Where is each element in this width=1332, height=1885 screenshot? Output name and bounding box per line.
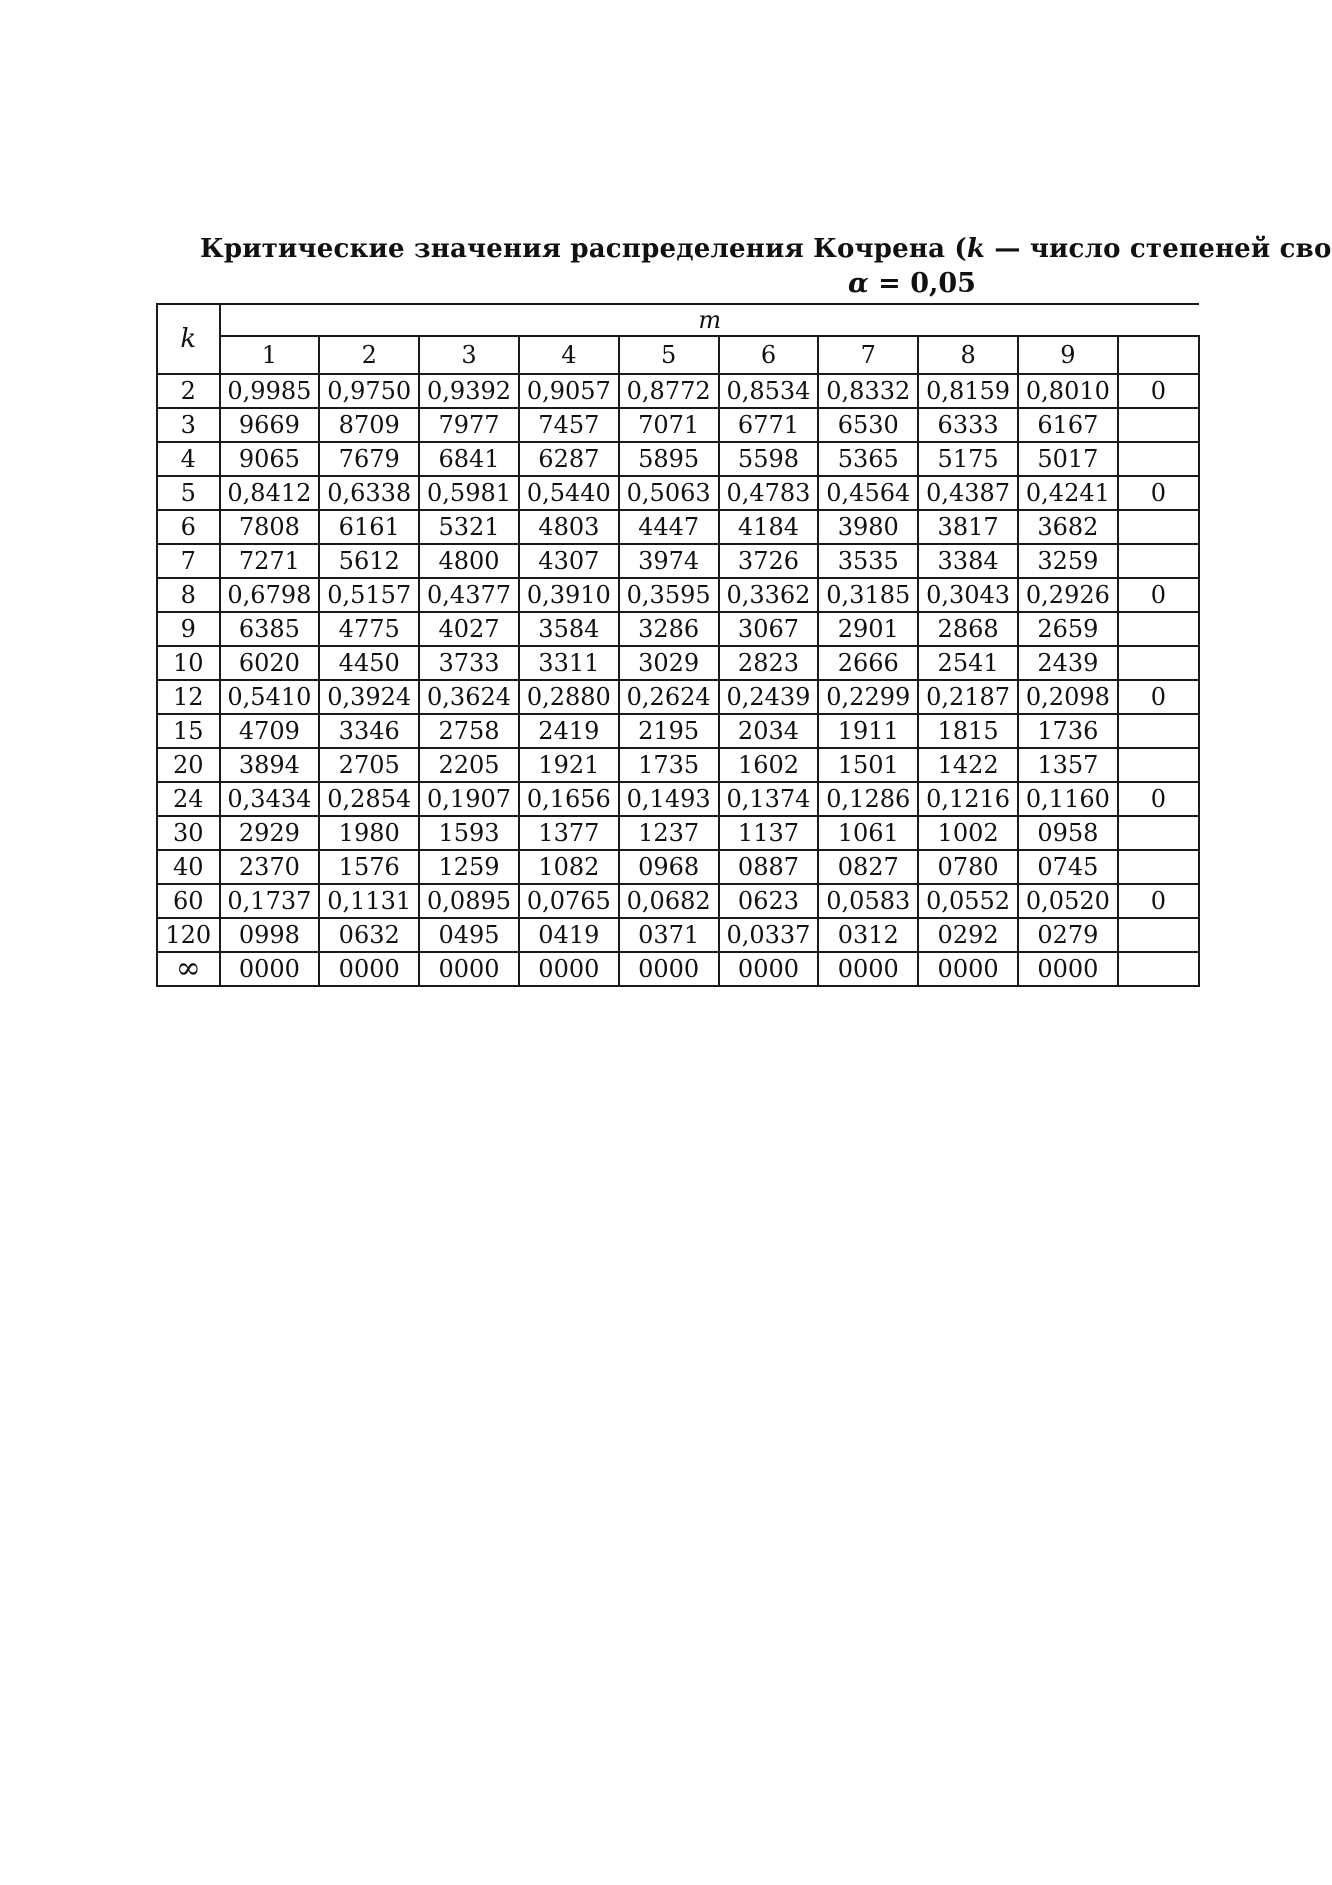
table-cell: 0,1907: [419, 782, 519, 816]
table-cell: 1501: [818, 748, 918, 782]
table-row: [157, 646, 1199, 680]
table-title-k: k: [966, 234, 986, 264]
row-label-k: 12: [157, 680, 220, 714]
table-cell: 0,5410: [220, 680, 320, 714]
table-row: [157, 612, 1199, 646]
table-cell: 0000: [220, 952, 320, 986]
table-row: [157, 748, 1199, 782]
table-cell: 5175: [918, 442, 1018, 476]
table-cell: 0,1493: [619, 782, 719, 816]
table-row: [157, 680, 1199, 714]
table-cell: 2541: [918, 646, 1018, 680]
table-cell: 6161: [319, 510, 419, 544]
table-row: [157, 442, 1199, 476]
table-cell: 0,3910: [519, 578, 619, 612]
table-cell: 0,4783: [719, 476, 819, 510]
table-cell: 0,2926: [1018, 578, 1118, 612]
row-label-k: 2: [157, 374, 220, 408]
table-cell: 0,2624: [619, 680, 719, 714]
table-cell: 3259: [1018, 544, 1118, 578]
table-cell: 0,1656: [519, 782, 619, 816]
table-cell: 0,4564: [818, 476, 918, 510]
table-cell: 3817: [918, 510, 1018, 544]
column-header: 5: [619, 336, 719, 374]
table-cell: 0,2187: [918, 680, 1018, 714]
table-cell: 6333: [918, 408, 1018, 442]
table-cell: 2823: [719, 646, 819, 680]
table-cell: [1118, 918, 1199, 952]
table-cell: 0,9750: [319, 374, 419, 408]
table-cell: 5017: [1018, 442, 1118, 476]
column-header: [1118, 336, 1199, 374]
table-cell: 1576: [319, 850, 419, 884]
table-row: [157, 952, 1199, 986]
column-header: 2: [319, 336, 419, 374]
table-cell: 0,2439: [719, 680, 819, 714]
table-cell: 0: [1118, 578, 1199, 612]
table-cell: 4709: [220, 714, 320, 748]
table-cell: 2705: [319, 748, 419, 782]
table-cell: 1735: [619, 748, 719, 782]
table-cell: [1118, 850, 1199, 884]
table-cell: 0292: [918, 918, 1018, 952]
table-cell: [1118, 952, 1199, 986]
table-cell: 6287: [519, 442, 619, 476]
row-label-k: 3: [157, 408, 220, 442]
table-cell: 0000: [619, 952, 719, 986]
table-cell: 1259: [419, 850, 519, 884]
table-cell: 4184: [719, 510, 819, 544]
table-row: [157, 884, 1199, 918]
table-row: [157, 816, 1199, 850]
row-label-k: 4: [157, 442, 220, 476]
row-label-k: 24: [157, 782, 220, 816]
table-cell: 0,1216: [918, 782, 1018, 816]
table-cell: 3311: [519, 646, 619, 680]
table-cell: 3067: [719, 612, 819, 646]
row-label-k: 7: [157, 544, 220, 578]
table-cell: 0000: [818, 952, 918, 986]
table-row: [157, 544, 1199, 578]
table-cell: 0,9057: [519, 374, 619, 408]
column-header: 1: [220, 336, 320, 374]
column-header: 9: [1018, 336, 1118, 374]
table-cell: 0958: [1018, 816, 1118, 850]
table-cell: [1118, 816, 1199, 850]
table-cell: 0,0765: [519, 884, 619, 918]
table-cell: 3535: [818, 544, 918, 578]
header-row-group: [157, 304, 1199, 336]
table-cell: 1237: [619, 816, 719, 850]
table-cell: 0,6798: [220, 578, 320, 612]
column-header: 6: [719, 336, 819, 374]
table-cell: 0,4387: [918, 476, 1018, 510]
table-cell: [1118, 408, 1199, 442]
row-label-k: 40: [157, 850, 220, 884]
table-cell: 0371: [619, 918, 719, 952]
table-cell: 0419: [519, 918, 619, 952]
table-cell: [1118, 544, 1199, 578]
table-cell: 0,1160: [1018, 782, 1118, 816]
table-cell: 0,0895: [419, 884, 519, 918]
table-cell: 2034: [719, 714, 819, 748]
table-cell: [1118, 748, 1199, 782]
table-cell: 0780: [918, 850, 1018, 884]
row-header-k: k: [157, 304, 220, 374]
table-cell: 1002: [918, 816, 1018, 850]
table-cell: 1736: [1018, 714, 1118, 748]
table-title-suffix: — число степеней сво: [985, 234, 1332, 264]
table-cell: 0000: [719, 952, 819, 986]
table-cell: 0745: [1018, 850, 1118, 884]
table-cell: 0,1737: [220, 884, 320, 918]
table-cell: 2370: [220, 850, 320, 884]
table-row: [157, 850, 1199, 884]
table-cell: 4307: [519, 544, 619, 578]
table-cell: 0,2854: [319, 782, 419, 816]
table-cell: 4803: [519, 510, 619, 544]
table-cell: 6841: [419, 442, 519, 476]
table-cell: 2205: [419, 748, 519, 782]
table-cell: 0,5981: [419, 476, 519, 510]
table-cell: 1061: [818, 816, 918, 850]
table-cell: 1357: [1018, 748, 1118, 782]
table-cell: 0: [1118, 884, 1199, 918]
row-label-k: 9: [157, 612, 220, 646]
table-cell: 0: [1118, 782, 1199, 816]
table-row: [157, 578, 1199, 612]
table-cell: 0495: [419, 918, 519, 952]
table-cell: 8709: [319, 408, 419, 442]
table-cell: 2195: [619, 714, 719, 748]
table-cell: 1980: [319, 816, 419, 850]
table-cell: 0: [1118, 476, 1199, 510]
table-cell: 0968: [619, 850, 719, 884]
table-cell: 2659: [1018, 612, 1118, 646]
table-cell: 2666: [818, 646, 918, 680]
column-header: 8: [918, 336, 1018, 374]
column-header: 3: [419, 336, 519, 374]
table-cell: 0,3362: [719, 578, 819, 612]
table-cell: 7679: [319, 442, 419, 476]
table-cell: 3682: [1018, 510, 1118, 544]
table-cell: 5321: [419, 510, 519, 544]
table-cell: [1118, 510, 1199, 544]
table-cell: 6771: [719, 408, 819, 442]
table-cell: 4450: [319, 646, 419, 680]
table-cell: 1602: [719, 748, 819, 782]
table-cell: 0,2880: [519, 680, 619, 714]
table-cell: 0,8332: [818, 374, 918, 408]
table-cell: 0279: [1018, 918, 1118, 952]
table-cell: 7808: [220, 510, 320, 544]
table-cell: 3346: [319, 714, 419, 748]
table-cell: 7457: [519, 408, 619, 442]
column-group-header-m: m: [220, 304, 1200, 336]
table-cell: 7071: [619, 408, 719, 442]
table-cell: 0,4241: [1018, 476, 1118, 510]
table-cell: 3584: [519, 612, 619, 646]
table-cell: 0,3924: [319, 680, 419, 714]
table-cell: 6385: [220, 612, 320, 646]
table-cell: 0,3434: [220, 782, 320, 816]
table-cell: 6530: [818, 408, 918, 442]
table-cell: 0887: [719, 850, 819, 884]
table-cell: 3974: [619, 544, 719, 578]
header-row-columns: [157, 336, 1199, 374]
table-cell: 0,3043: [918, 578, 1018, 612]
table-cell: 3894: [220, 748, 320, 782]
table-row: [157, 510, 1199, 544]
table-cell: 2901: [818, 612, 918, 646]
table-cell: 3733: [419, 646, 519, 680]
table-cell: 0,0682: [619, 884, 719, 918]
table-cell: 0,9392: [419, 374, 519, 408]
row-label-k: ∞: [157, 952, 220, 986]
significance-level: [848, 268, 976, 299]
table-cell: 1082: [519, 850, 619, 884]
table-cell: 0,6338: [319, 476, 419, 510]
table-cell: 3384: [918, 544, 1018, 578]
column-header: 4: [519, 336, 619, 374]
table-cell: 2439: [1018, 646, 1118, 680]
table-cell: 0,3624: [419, 680, 519, 714]
table-cell: 0,1374: [719, 782, 819, 816]
table-cell: 0,1286: [818, 782, 918, 816]
table-cell: 5612: [319, 544, 419, 578]
table-cell: 0,1131: [319, 884, 419, 918]
row-label-k: 6: [157, 510, 220, 544]
table-row: [157, 408, 1199, 442]
table-cell: 3726: [719, 544, 819, 578]
table-cell: 3029: [619, 646, 719, 680]
table-cell: [1118, 442, 1199, 476]
table-cell: 0000: [519, 952, 619, 986]
table-cell: [1118, 714, 1199, 748]
column-header: 7: [818, 336, 918, 374]
table-cell: 0,5157: [319, 578, 419, 612]
table-row: [157, 714, 1199, 748]
table-cell: 0,8534: [719, 374, 819, 408]
row-label-k: 15: [157, 714, 220, 748]
row-label-k: 60: [157, 884, 220, 918]
table-cell: 3980: [818, 510, 918, 544]
table-cell: 1921: [519, 748, 619, 782]
table-cell: 0312: [818, 918, 918, 952]
alpha-symbol: α: [848, 268, 869, 299]
table-cell: 0,0552: [918, 884, 1018, 918]
row-label-k: 30: [157, 816, 220, 850]
table-cell: 7271: [220, 544, 320, 578]
table-row: [157, 374, 1199, 408]
table-cell: 2419: [519, 714, 619, 748]
row-label-k: 10: [157, 646, 220, 680]
table-cell: 0,3595: [619, 578, 719, 612]
table-cell: 1377: [519, 816, 619, 850]
table-cell: 1593: [419, 816, 519, 850]
table-row: [157, 476, 1199, 510]
table-cell: 0: [1118, 680, 1199, 714]
table-cell: 0632: [319, 918, 419, 952]
table-title-prefix: Критические значения распределения Кочрена (: [200, 234, 967, 264]
cochran-table: [156, 303, 1200, 987]
table-cell: 0,4377: [419, 578, 519, 612]
table-cell: 7977: [419, 408, 519, 442]
table-cell: 6020: [220, 646, 320, 680]
table-row: [157, 782, 1199, 816]
table-title: [200, 234, 1332, 264]
table-cell: 2868: [918, 612, 1018, 646]
row-label-k: 5: [157, 476, 220, 510]
table-container: [156, 303, 1200, 1003]
table-cell: 4027: [419, 612, 519, 646]
table-cell: 3286: [619, 612, 719, 646]
table-cell: 4800: [419, 544, 519, 578]
table-cell: 0000: [1018, 952, 1118, 986]
table-cell: 0: [1118, 374, 1199, 408]
table-cell: 6167: [1018, 408, 1118, 442]
table-cell: 1815: [918, 714, 1018, 748]
table-cell: 0,2299: [818, 680, 918, 714]
table-cell: 0,2098: [1018, 680, 1118, 714]
table-cell: 0,0337: [719, 918, 819, 952]
table-cell: 0998: [220, 918, 320, 952]
table-cell: 1422: [918, 748, 1018, 782]
table-cell: 0,8010: [1018, 374, 1118, 408]
alpha-value: = 0,05: [868, 268, 976, 299]
table-cell: 0,5063: [619, 476, 719, 510]
table-cell: 4775: [319, 612, 419, 646]
table-cell: 0827: [818, 850, 918, 884]
row-label-k: 20: [157, 748, 220, 782]
row-label-k: 8: [157, 578, 220, 612]
table-cell: 1911: [818, 714, 918, 748]
table-cell: 0,0583: [818, 884, 918, 918]
table-cell: [1118, 612, 1199, 646]
table-cell: 0,5440: [519, 476, 619, 510]
table-cell: 2929: [220, 816, 320, 850]
table-cell: 0,8772: [619, 374, 719, 408]
table-cell: 5365: [818, 442, 918, 476]
table-cell: 0000: [419, 952, 519, 986]
table-cell: 0,9985: [220, 374, 320, 408]
table-cell: [1118, 646, 1199, 680]
table-cell: 0,8159: [918, 374, 1018, 408]
table-cell: 4447: [619, 510, 719, 544]
table-cell: 2758: [419, 714, 519, 748]
table-cell: 5598: [719, 442, 819, 476]
table-cell: 1137: [719, 816, 819, 850]
table-cell: 9065: [220, 442, 320, 476]
table-cell: 0,0520: [1018, 884, 1118, 918]
table-cell: 0623: [719, 884, 819, 918]
table-row: [157, 918, 1199, 952]
table-cell: 0,3185: [818, 578, 918, 612]
table-cell: 9669: [220, 408, 320, 442]
table-cell: 0,8412: [220, 476, 320, 510]
table-cell: 5895: [619, 442, 719, 476]
row-label-k: 120: [157, 918, 220, 952]
table-cell: 0000: [918, 952, 1018, 986]
table-cell: 0000: [319, 952, 419, 986]
